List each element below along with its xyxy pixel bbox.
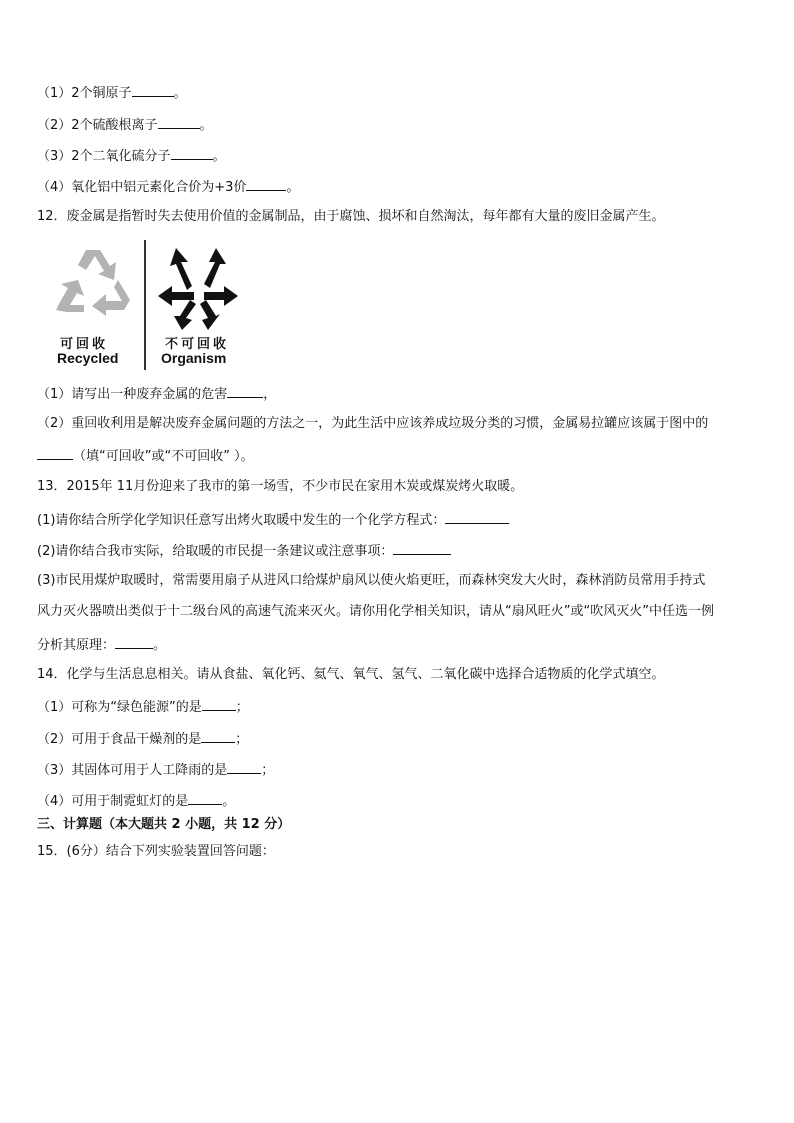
q11-item-2: （2）2个硫酸根离子 。 [37,115,213,135]
q13-sub3-line1: (3)市民用煤炉取暖时，常需要用扇子从进风口给煤炉扇风以使火焰更旺，而森林突发大火时，森林消防员常用手持式 [37,573,706,588]
q11-item-3: （3）2个二氧化硫分子 。 [37,146,226,166]
q12-sub1: （1）请写出一种废弃金属的危害 ， [37,384,276,404]
q13-sub3-line2: 风力灭火器喷出类似于十二级台风的高速气流来灭火。请你用化学相关知识，请从“扇风旺火”或“吹风灭火”中任选一例 [37,604,714,619]
answer-blank[interactable] [445,510,509,524]
answer-blank[interactable] [115,635,153,649]
q14-item-3: （3）其固体可用于人工降雨的是 ； [37,760,274,780]
q12-sub2-line1: （2）重回收利用是解决废弃金属问题的方法之一，为此生活中应该养成垃圾分类的习惯，金属易拉罐应该属于图中的 [37,416,709,431]
q11-item-1-text: （1）2个铜原子 [37,86,132,101]
q11-item-3-text: （3）2个二氧化硫分子 [37,149,171,164]
answer-blank[interactable] [188,791,222,805]
answer-blank[interactable] [158,115,200,129]
organism-en-label: Organism [161,350,227,366]
answer-blank[interactable] [171,146,213,160]
answer-blank[interactable] [246,177,286,191]
section-title: 三、计算题（本大题共 2 小题，共 12 分） [37,817,291,832]
organism-cn-label: 不可回收 [165,337,230,352]
recycled-en-label: Recycled [57,350,119,366]
q15-stem: 15．(6分）结合下列实验装置回答问题： [37,844,275,859]
answer-blank[interactable] [132,83,174,97]
q12-stem: 12．废金属是指暂时失去使用价值的金属制品，由于腐蚀、损坏和自然淘汰，每年都有大量的废旧金属产生。 [37,209,665,224]
answer-blank[interactable] [37,446,73,460]
q14-item-4: （4）可用于制霓虹灯的是 。 [37,791,235,811]
q13-sub1: (1)请你结合所学化学知识任意写出烤火取暖中发生的一个化学方程式： [37,510,509,530]
q13-stem: 13．2015年 11月份迎来了我市的第一场雪，不少市民在家用木炭或煤炭烤火取暖。 [37,479,524,494]
answer-blank[interactable] [393,541,451,555]
recycle-figure [48,240,248,370]
answer-blank[interactable] [201,729,235,743]
recycled-cn-label: 可回收 [60,337,109,352]
recycle-icon [48,244,138,324]
q13-sub3-line3: 分析其原理： 。 [37,635,166,655]
q13-sub2: (2)请你结合我市实际，给取暖的市民提一条建议或注意事项： [37,541,451,561]
answer-blank[interactable] [202,697,236,711]
answer-blank[interactable] [227,760,261,774]
non-recyclable-icon [154,244,242,334]
q14-item-1: （1）可称为“绿色能源”的是 ； [37,697,249,717]
q11-item-1: （1）2个铜原子 。 [37,83,187,103]
figure-divider [144,240,146,370]
q11-item-2-text: （2）2个硫酸根离子 [37,118,158,133]
q14-stem: 14．化学与生活息息相关。请从食盐、氧化钙、氦气、氧气、氢气、二氧化碳中选择合适物质的化学式填空。 [37,667,665,682]
q11-item-4: （4）氧化铝中铝元素化合价为+3价 。 [37,177,299,197]
q12-sub2-line2: （填“可回收”或“不可回收” ）。 [37,446,254,466]
q11-item-4-text: （4）氧化铝中铝元素化合价为+3价 [37,180,247,195]
answer-blank[interactable] [227,384,263,398]
q14-item-2: （2）可用于食品干燥剂的是 ； [37,729,248,749]
